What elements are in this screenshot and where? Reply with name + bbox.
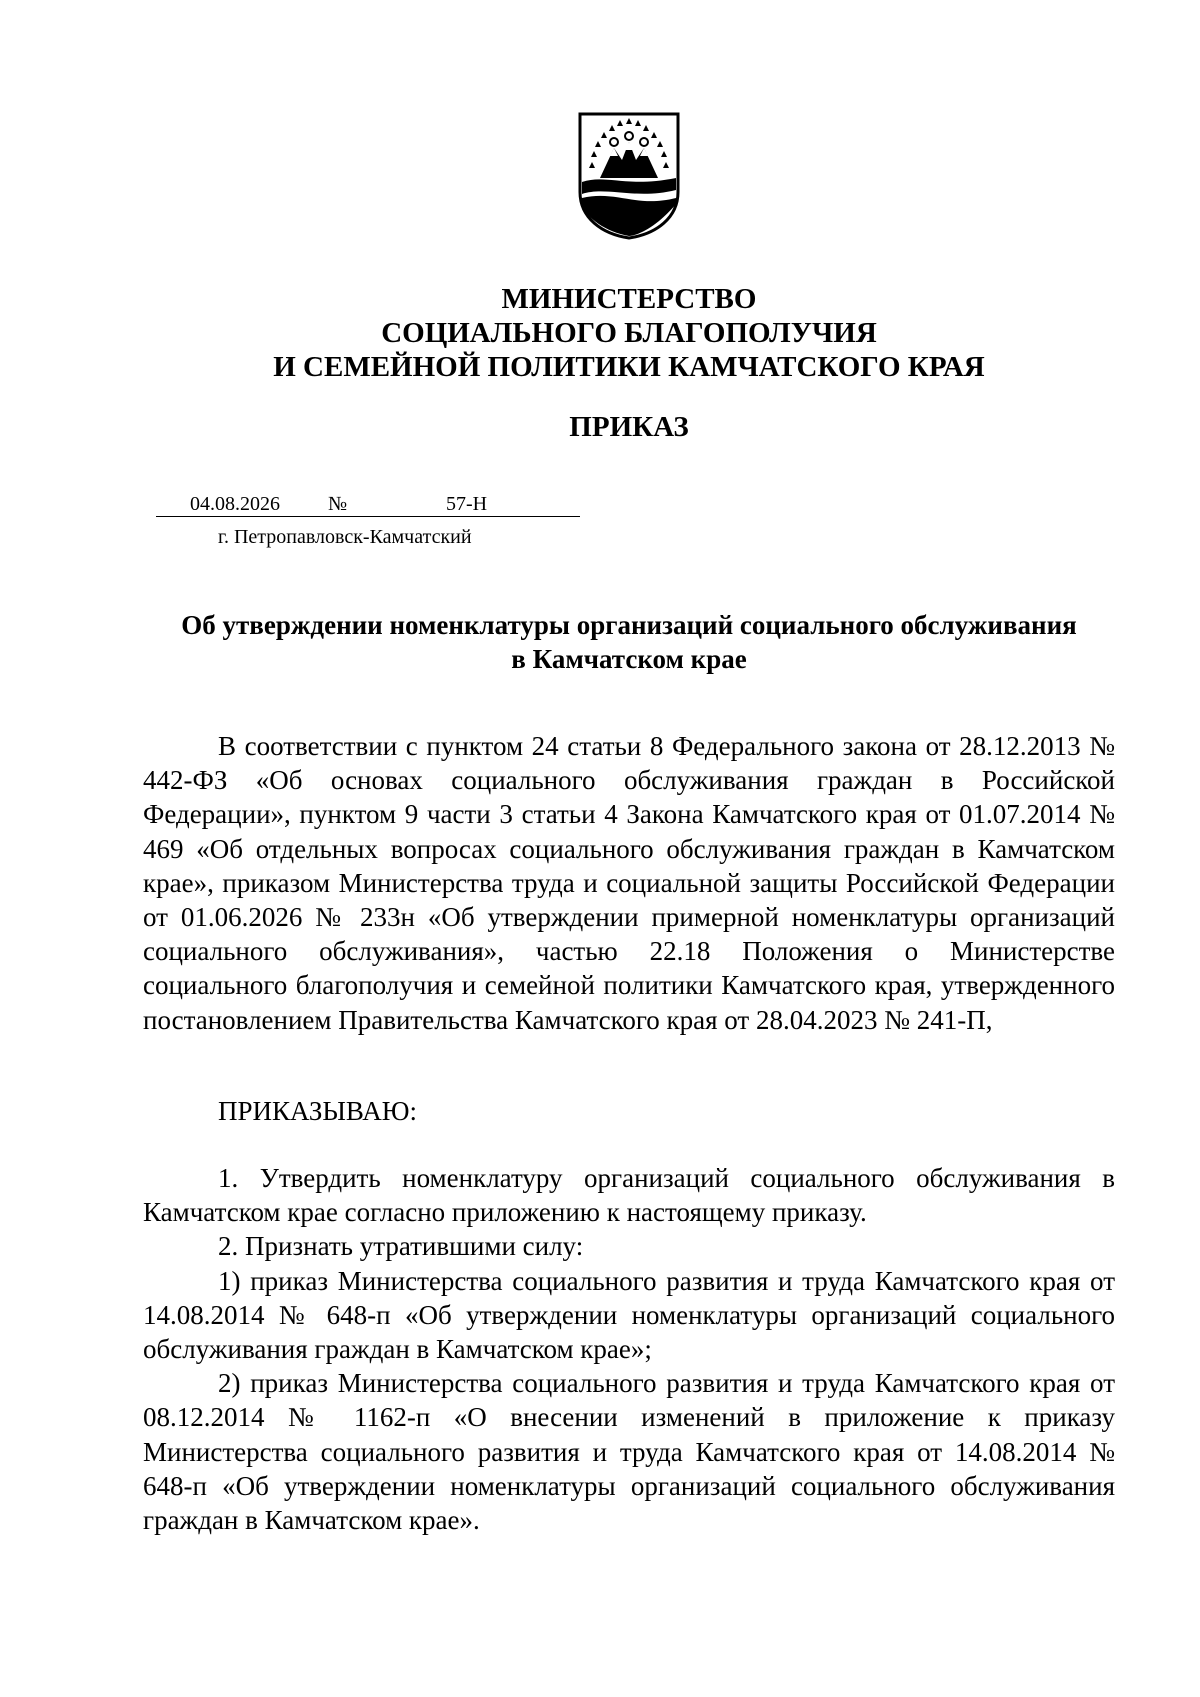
document-type: ПРИКАЗ	[569, 411, 689, 443]
document-subject	[0, 608, 1200, 676]
order-items	[143, 1161, 1115, 1537]
ministry-line-2: СОЦИАЛЬНОГО БЛАГОПОЛУЧИЯ	[381, 317, 877, 349]
item-2-1: 1) приказ Министерства социального развития и труда Камчатского края от 14.08.2014 № 648-п «Об утверждении номенклатуры организаций социального обслуживания граждан в Камчатском крае»;	[143, 1265, 1115, 1365]
subject-line-2: в Камчатском крае	[511, 644, 747, 674]
decree-word: ПРИКАЗЫВАЮ:	[218, 1096, 417, 1126]
ministry-line-1: МИНИСТЕРСТВО	[501, 283, 757, 315]
item-2-2: 2) приказ Министерства социального развития и труда Камчатского края от 08.12.2014 № 1162-п «О внесении изменений в приложение к приказу Министерства социального развития и труда Камчатского края от 14.08.2014 № 648-п «Об утверждении номенклатуры организаций социального обслуживания граждан в Камчатском крае».	[143, 1368, 1115, 1536]
number-sign: №	[328, 493, 348, 515]
preamble-paragraph: В соответствии с пунктом 24 статьи 8 Федерального закона от 28.12.2013 № 442-ФЗ «Об основах социального обслуживания граждан в Российской Федерации», пунктом 9 части 3 статьи 4 Закона Камчатского края от 01.07.2014 № 469 «Об отдельных вопросах социального обслуживания граждан в Камчатском крае», приказом Министерства труда и социальной защиты Российской Федерации от 01.06.2026 № 233н «Об утверждении примерной номенклатуры организаций социального обслуживания», частью 22.18 Положения о Министерстве социального благополучия и семейной политики Камчатского края, утвержденного постановлением Правительства Камчатского края от 28.04.2023 № 241-П,	[143, 731, 1115, 1035]
ministry-line-3: И СЕМЕЙНОЙ ПОЛИТИКИ КАМЧАТСКОГО КРАЯ	[273, 351, 985, 383]
date-number-line	[156, 492, 580, 517]
subject-line-1: Об утверждении номенклатуры организаций социального обслуживания	[181, 610, 1077, 640]
document-number: 57-Н	[446, 493, 488, 515]
city: г. Петропавловск-Камчатский	[218, 526, 472, 548]
kamchatka-coat-of-arms-icon	[576, 112, 682, 240]
ministry-name	[0, 282, 1200, 384]
document-date: 04.08.2026	[190, 493, 280, 515]
item-2: 2. Признать утратившими силу:	[218, 1231, 584, 1262]
item-1: 1. Утвердить номенклатуру организаций социального обслуживания в Камчатском крае согласно приложению к настоящему приказу.	[143, 1163, 1115, 1228]
